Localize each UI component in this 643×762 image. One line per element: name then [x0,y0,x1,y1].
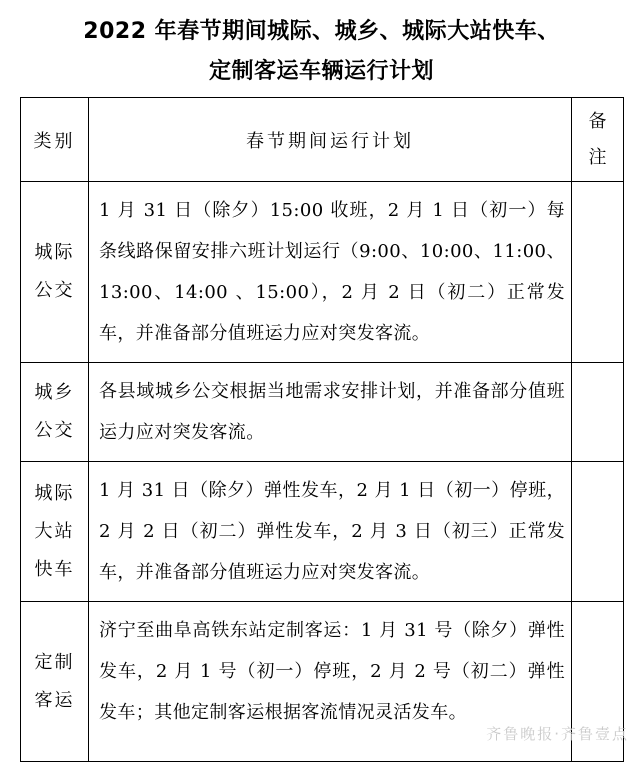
row-note [572,182,624,363]
row-category-line: 城际 [34,482,75,504]
row-category-line: 快车 [34,558,75,580]
row-category-line: 客运 [34,689,75,711]
row-category-line: 城际 [34,242,75,263]
row-category-line: 城乡 [34,382,75,403]
header-note-line1: 备 [588,110,607,132]
row-category-line: 公交 [34,280,75,301]
row-category [21,462,89,602]
row-plan: 1 月 31 日（除夕）15:00 收班，2 月 1 日（初一）每条线路保留安排六班计划运行（9:00、10:00、11:00、13:00、14:00 、15:00），2 月 2 日（初二）正常发车，并准备部分值班运力应对突发客流。 [89,182,572,363]
row-plan: 济宁至曲阜高铁东站定制客运：1 月 31 号（除夕）弹性发车，2 月 1 号（初一）停班，2 月 2 号（初二）弹性发车；其他定制客运根据客流情况灵活发车。 [89,602,572,762]
header-note [572,98,624,182]
schedule-table [20,97,624,762]
row-category-line: 大站 [34,520,75,542]
header-plan: 春节期间运行计划 [89,98,572,182]
row-category [21,363,89,462]
row-category [21,182,89,363]
header-note-line2: 注 [588,146,607,168]
table-row [21,363,624,462]
page-title-line2: 定制客运车辆运行计划 [208,59,434,84]
header-category: 类别 [21,98,89,182]
row-category-line: 公交 [34,420,75,441]
watermark-logo: 齐鲁晚报·齐鲁壹点 [486,725,629,743]
row-category [21,602,89,762]
row-note [572,363,624,462]
row-plan: 1 月 31 日（除夕）弹性发车，2 月 1 日（初一）停班，2 月 2 日（初二）弹性发车，2 月 3 日（初三）正常发车，并准备部分值班运力应对突发客流。 [89,462,572,602]
row-note [572,462,624,602]
row-plan: 各县域城乡公交根据当地需求安排计划，并准备部分值班运力应对突发客流。 [89,363,572,462]
table-row [21,182,624,363]
table-row [21,462,624,602]
page-title-line1: 2022 年春节期间城际、城乡、城际大站快车、 [83,19,560,44]
table-header-row [21,98,624,182]
row-category-line: 定制 [34,651,75,673]
